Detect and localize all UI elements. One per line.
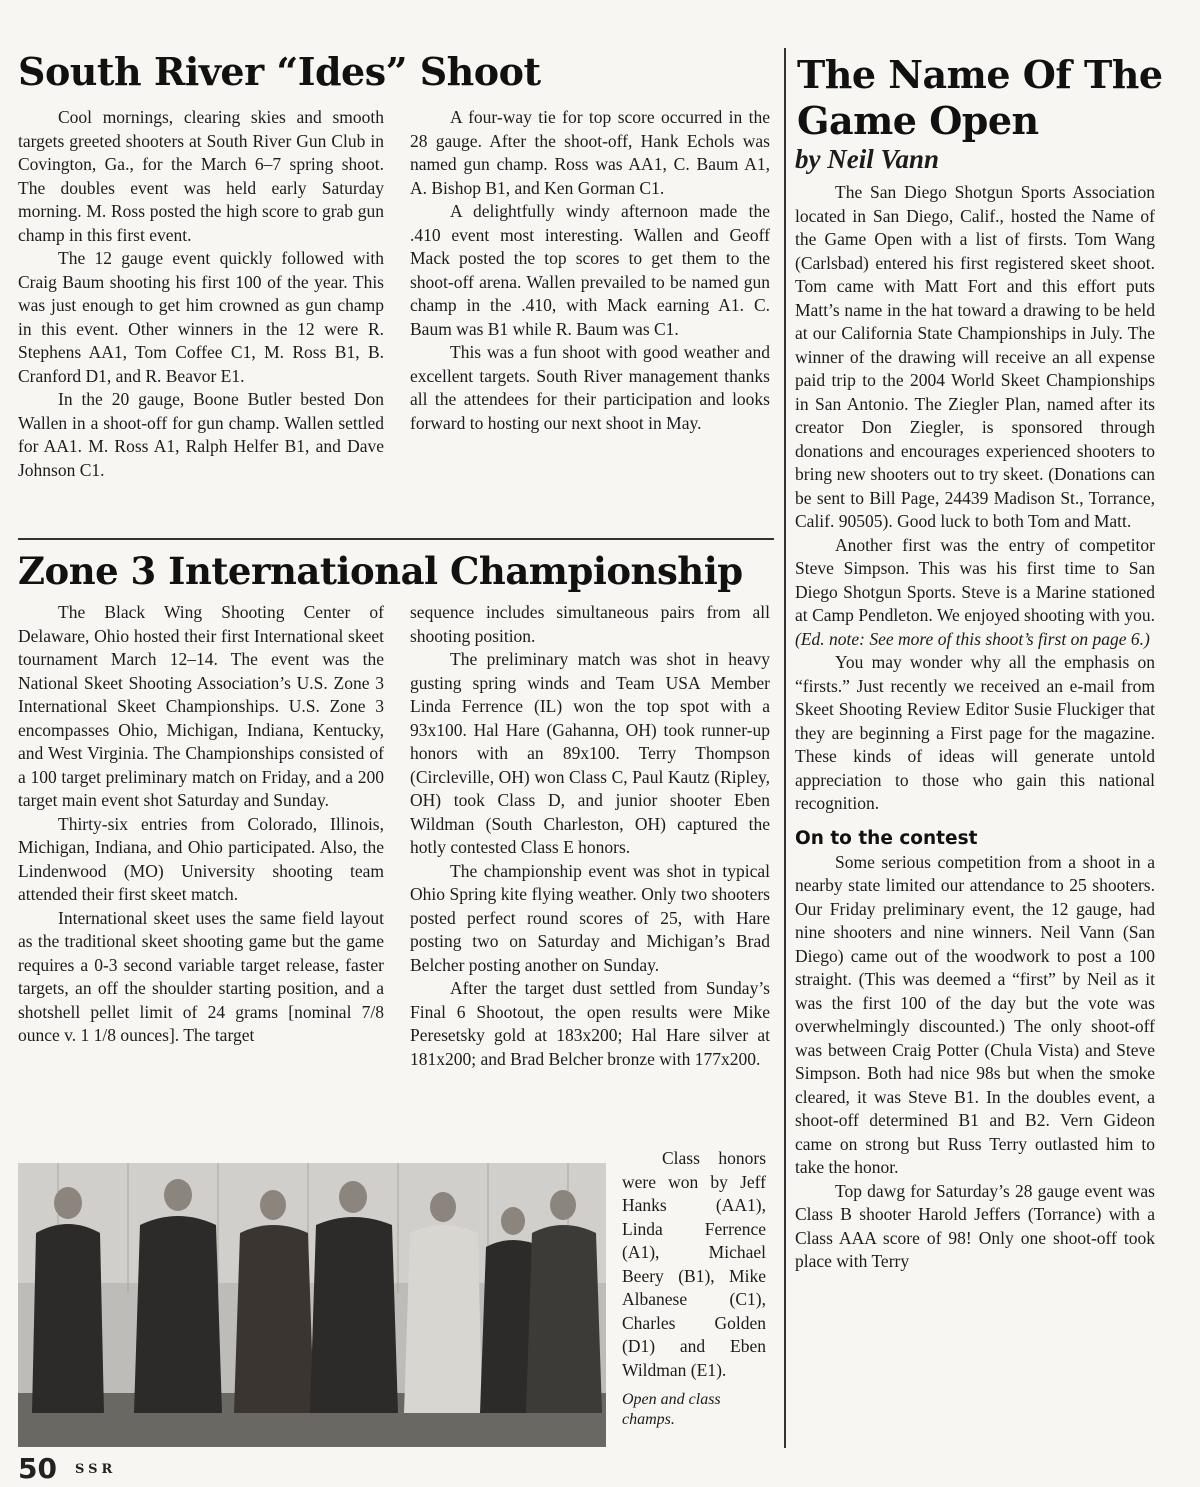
paragraph: Top dawg for Saturday’s 28 gauge event was Class B shooter Harold Jeffers (Torrance) with a Class AAA score of 98! Only one shoot-off took place with Terry xyxy=(795,1180,1155,1271)
class-honors-text xyxy=(622,1147,766,1430)
paragraph: Class honors were won by Jeff Hanks (AA1), Linda Ferrence (A1), Michael Beery (B1), Mike Albanese (C1), Charles Golden (D1) and Eben Wildman (E1). xyxy=(622,1148,766,1380)
article-title-zone-3: Zone 3 International Championship xyxy=(18,549,743,593)
paragraph-continued: sequence includes simultaneous pairs from all shooting position. xyxy=(410,602,770,646)
paragraph: After the target dust settled from Sunday’s Final 6 Shootout, the open results were Mike Peresetsky gold at 183x200; Hal Hare silver at 181x200; and Brad Belcher bronze with 177x200. xyxy=(410,978,770,1069)
page-number: 50 xyxy=(18,1452,57,1485)
paragraph: This was a fun shoot with good weather and excellent targets. South River management thanks all the attendees for their participation and looks forward to hosting our next shoot in May. xyxy=(410,342,770,433)
article-title-name-of-the-game: The Name Of The Game Open xyxy=(797,52,1163,143)
paragraph: The championship event was shot in typical Ohio Spring kite flying weather. Only two shooters posted perfect round scores of 25, with Hare posting two on Saturday and Michigan’s Brad Belcher posting another on Sunday. xyxy=(410,860,770,975)
paragraph: The San Diego Shotgun Sports Association located in San Diego, Calif., hosted the Name of the Game Open with a list of firsts. Tom Wang (Carlsbad) entered his first registered skeet shoot. Tom came with Matt Fort and this effort puts Matt’s name in the hat toward a drawing to be held at our California State Championships in July. The winner of the drawing will receive an all expense paid trip to the 2004 World Skeet Championships in San Antonio. The Ziegler Plan, named after its creator Don Ziegler, is sponsored through donations and encourages experienced shooters to bring new shooters out to try skeet. (Donations can be sent to Bill Page, 24439 Madison St., Torrance, Calif. 90505). Good luck to both Tom and Matt. xyxy=(795,182,1155,531)
article-zone-3-column-1 xyxy=(18,601,384,1048)
photo-group-illustration xyxy=(18,1163,606,1447)
article-south-river-column-1 xyxy=(18,106,384,482)
paragraph-text: Another first was the entry of competitor Steve Simpson. This was his first time to San Diego Shotgun Sports. Steve is a Marine stationed at Camp Pendleton. We enjoyed shooting with you. xyxy=(795,534,1155,625)
editor-note: (Ed. note: See more of this shoot’s first on page 6.) xyxy=(795,628,1150,649)
paragraph: Thirty-six entries from Colorado, Illinois, Michigan, Indiana, and Ohio participated. Also, the Lindenwood (MO) University shooting team attended their first skeet match. xyxy=(18,813,384,904)
paragraph: Cool mornings, clearing skies and smooth targets greeted shooters at South River Gun Club in Covington, Ga., for the March 6–7 spring shoot. The doubles event was held early Saturday morning. M. Ross posted the high score to grab gun champ in this first event. xyxy=(18,107,384,245)
paragraph: International skeet uses the same field layout as the traditional skeet shooting game but the game requires a 0-3 second variable target release, faster targets, an off the shoulder starting position, and a shotshell pellet limit of 24 grams [nominal 7/8 ounce v. 1 1/8 ounces]. The target xyxy=(18,907,384,1045)
section-rule-horizontal xyxy=(18,538,774,540)
column-rule-vertical xyxy=(784,48,786,1448)
paragraph: You may wonder why all the emphasis on “firsts.” Just recently we received an e-mail from Skeet Shooting Review Editor Susie Fluckiger that they are beginning a First page for the magazine. These kinds of ideas will generate untold appreciation to those who gain this national recognition. xyxy=(795,652,1155,813)
paragraph: The preliminary match was shot in heavy gusting spring winds and Team USA Member Linda Ferrence (IL) won the top spot with a 93x100. Hal Hare (Gahanna, OH) took runner-up honors with an 89x100. Terry Thompson (Circleville, OH) won Class C, Paul Kautz (Ripley, OH) took Class D, and junior shooter Eben Wildman (South Charleston, OH) captured the hotly contested Class E honors. xyxy=(410,649,770,857)
paragraph xyxy=(795,534,1155,652)
paragraph: The 12 gauge event quickly followed with Craig Baum shooting his first 100 of the year. This was just enough to get him crowned as gun champ in this event. Other winners in the 12 were R. Stephens AA1, Tom Coffee C1, M. Ross B1, B. Cranford D1, and R. Beavor E1. xyxy=(18,248,384,386)
paragraph: Some serious competition from a shoot in a nearby state limited our attendance to 25 shooters. Our Friday preliminary event, the 12 gauge, had nine shooters and nine winners. Neil Vann (San Diego) came out of the woodwork to post a 100 straight. (This was deemed a “first” by Neil as it was the first 100 of the day but the vote was overwhelmingly discounted.) The only shoot-off was between Craig Potter (Chula Vista) and Steve Simpson. Both had nice 98s but when the smoke cleared, it was Steve B1. In the doubles event, a shoot-off determined B1 and B2. Vern Gideon came on strong but Russ Terry outlasted him to take the honor. xyxy=(795,851,1155,1177)
article-zone-3-column-2 xyxy=(410,601,770,1071)
paragraph: A delightfully windy afternoon made the .410 event most interesting. Wallen and Geoff Mack posted the top scores to get them to the shoot-off arena. Wallen prevailed to be named gun champ in the .410, with Mack earning A1. C. Baum was B1 while R. Baum was C1. xyxy=(410,201,770,339)
photo-open-and-class-champs xyxy=(18,1163,606,1447)
article-name-of-the-game-column xyxy=(795,142,1155,1274)
publication-name: SSR xyxy=(75,1462,117,1477)
paragraph: A four-way tie for top score occurred in the 28 gauge. After the shoot-off, Hank Echols was named gun champ. Ross was AA1, C. Baum A1, A. Bishop B1, and Ken Gorman C1. xyxy=(410,107,770,198)
photo-caption: Open and class champs. xyxy=(622,1391,721,1428)
paragraph: In the 20 gauge, Boone Butler bested Don Wallen in a shoot-off for gun champ. Wallen settled for AA1. M. Ross A1, Ralph Helfer B1, and Dave Johnson C1. xyxy=(18,389,384,480)
paragraph: The Black Wing Shooting Center of Delaware, Ohio hosted their first International skeet tournament March 12–14. The event was the National Skeet Shooting Association’s U.S. Zone 3 International Skeet Championships. U.S. Zone 3 encompasses Ohio, Michigan, Indiana, Kentucky, and West Virginia. The Championships consisted of a 100 target preliminary match on Friday, and a 200 target main event shot Saturday and Sunday. xyxy=(18,602,384,810)
article-south-river-column-2 xyxy=(410,106,770,435)
subheading-on-to-the-contest: On to the contest xyxy=(795,827,978,849)
article-title-south-river: South River “Ides” Shoot xyxy=(18,49,541,94)
byline: by Neil Vann xyxy=(795,144,940,174)
